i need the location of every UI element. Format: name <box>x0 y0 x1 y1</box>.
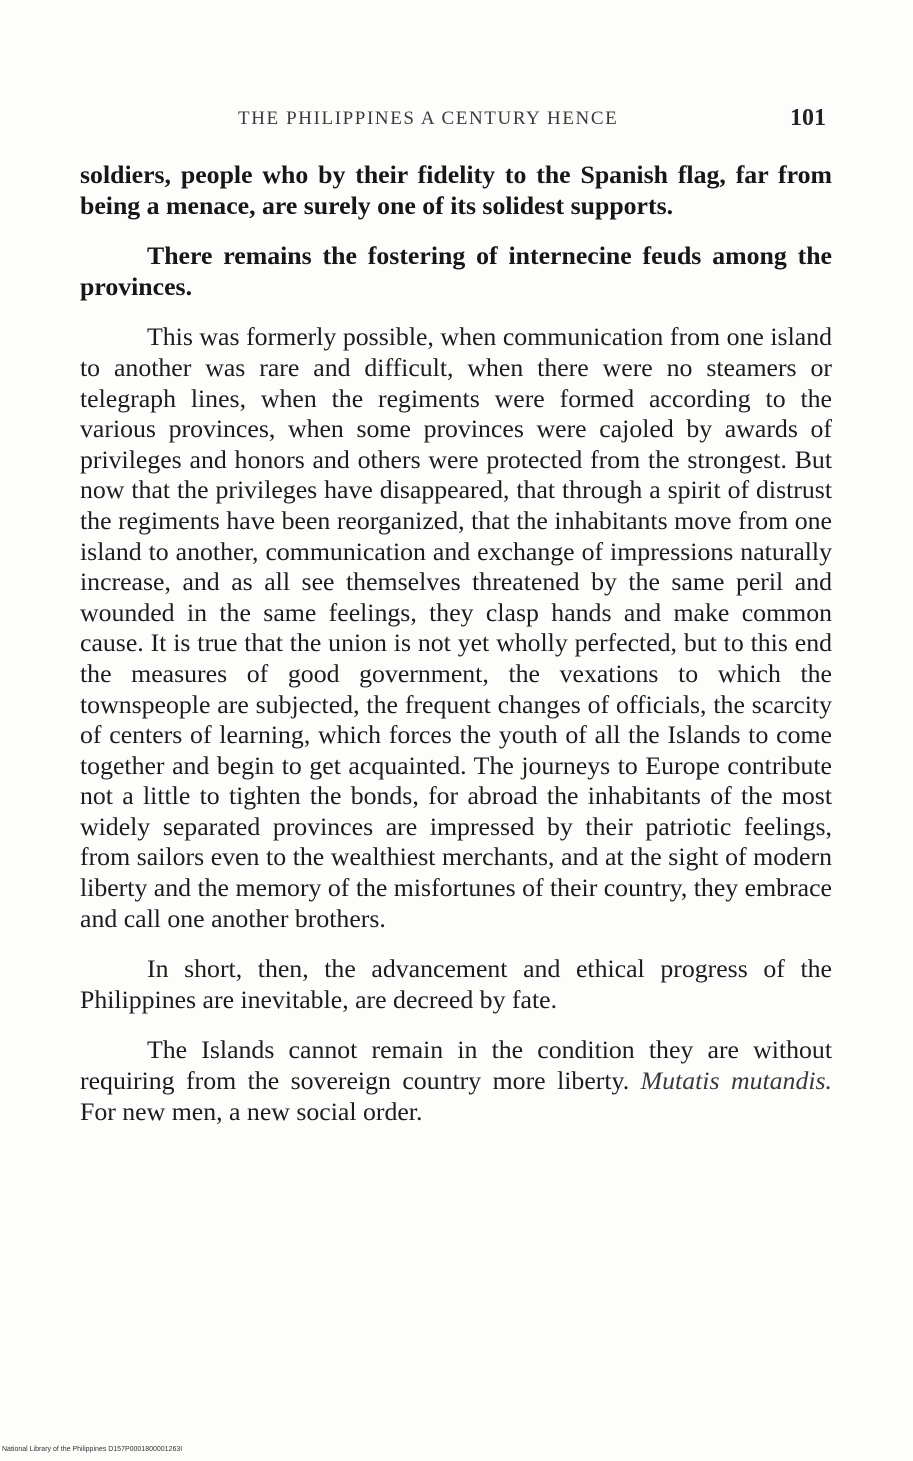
conclusion-text-end: For new men, a new social order. <box>80 1096 423 1126</box>
body-text <box>80 160 832 1147</box>
paragraph-feuds: There remains the fostering of internecine feuds among the provinces. <box>80 241 832 301</box>
paragraph-advancement: In short, then, the advancement and ethical progress of the Philippines are inevitable, are decreed by fate. <box>80 954 832 1014</box>
conclusion-text-start: The Islands cannot remain in the condition they are without requiring from the sovereign country more liberty. <box>80 1035 832 1096</box>
latin-phrase: Mutatis mutandis. <box>640 1066 833 1096</box>
running-head <box>0 105 913 138</box>
running-title: THE PHILIPPINES A CENTURY HENCE <box>238 108 619 129</box>
paragraph-communication: This was formerly possible, when communication from one island to another was rare and difficult, when there were no steamers or telegraph lines, when the regiments were formed according to the various provinces, when some provinces were cajoled by awards of privileges and honors and others were protected from the strongest. But now that the privileges have disappeared, that through a spirit of distrust the regiments have been reorganized, that the inhabitants move from one island to another, communication and exchange of impressions naturally increase, and as all see themselves threatened by the same peril and wounded in the same feelings, they clasp hands and make common cause. It is true that the union is not yet wholly perfected, but to this end the measures of good government, the vexations to which the townspeople are subjected, the frequent changes of officials, the scarcity of centers of learning, which forces the youth of all the Islands to come together and begin to get acquainted. The journeys to Europe contribute not a little to tighten the bonds, for abroad the inhabitants of the most widely separated provinces are impressed by their patriotic feelings, from sailors even to the wealthiest merchants, and at the sight of modern liberty and the memory of the misfortunes of their country, they embrace and call one another brothers. <box>80 322 832 933</box>
paragraph-continuation: soldiers, people who by their fidelity to the Spanish flag, far from being a menace, are surely one of its solidest supports. <box>80 160 832 220</box>
archive-credit: National Library of the Philippines D157P0001800001263I <box>2 1446 183 1453</box>
page-number: 101 <box>790 105 826 131</box>
paragraph-conclusion <box>80 1035 832 1127</box>
